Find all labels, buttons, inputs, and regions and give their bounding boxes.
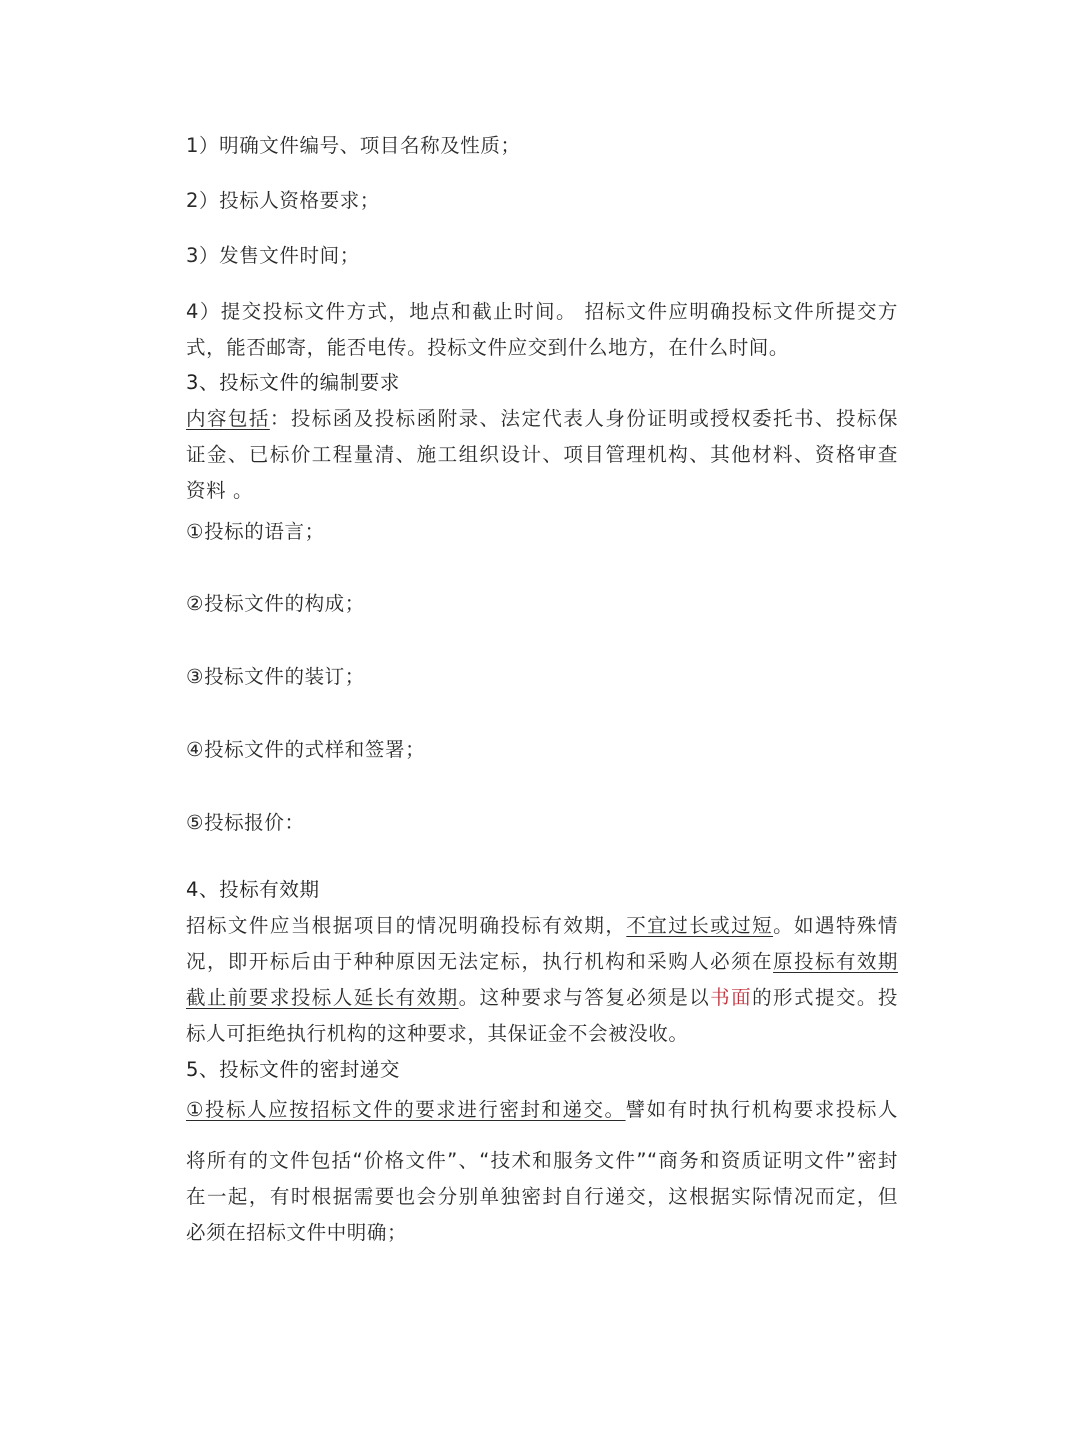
section-4-line-2-underline: 原投标有效期 [773,950,898,973]
section-4-line-1-b: 。如遇特殊情 [773,914,898,937]
section-4-line-2-a: 况，即开标后由于种种原因无法定标，执行机构和采购人必须在 [186,950,774,973]
section-4-line-1-underline: 不宜过长或过短 [626,914,774,937]
item-4-line-2: 式，能否邮寄，能否电传。投标文件应交到什么地方，在什么时间。 [186,336,790,359]
section-4-line-1 [186,913,898,939]
section-3-item-4: ④投标文件的式样和签署； [186,738,426,761]
section-3-item-1: ①投标的语言； [186,520,325,543]
content-label: 内容包括 [186,407,270,430]
section-5-line-1 [186,1097,898,1123]
section-5-line-4: 必须在招标文件中明确； [186,1221,408,1244]
section-5-line-2: 将所有的文件包括“价格文件”、“技术和服务文件”“商务和资质证明文件”密封 [186,1149,898,1172]
section-4-title: 4、投标有效期 [186,878,320,901]
section-4-line-3-b: 的形式提交。投 [752,986,898,1009]
section-3-content-line-1 [186,406,898,432]
section-4-line-3-highlight: 书面 [710,986,753,1009]
item-1: 1）明确文件编号、项目名称及性质； [186,134,521,157]
section-3-item-2: ②投标文件的构成； [186,592,365,615]
section-3-content-line-2: 证金、已标价工程量清、施工组织设计、项目管理机构、其他材料、资格审查 [186,443,898,466]
section-4-line-4: 标人可拒绝执行机构的这种要求，其保证金不会被没收。 [186,1022,689,1045]
section-3-item-5: ⑤投标报价： [186,811,305,834]
section-3-title: 3、投标文件的编制要求 [186,371,401,394]
item-2: 2）投标人资格要求； [186,189,380,212]
section-5-title: 5、投标文件的密封递交 [186,1058,401,1081]
section-5-line-1-underline: ①投标人应按招标文件的要求进行密封和递交。 [186,1098,626,1121]
section-4-line-2 [186,949,898,975]
section-3-item-3: ③投标文件的装订； [186,665,365,688]
section-4-line-1-a: 招标文件应当根据项目的情况明确投标有效期， [186,914,627,937]
item-3: 3）发售文件时间； [186,244,360,267]
section-4-line-3-a: 。这种要求与答复必须是以 [458,986,711,1009]
section-4-line-3-underline: 截止前要求投标人延长有效期 [186,986,459,1009]
section-3-content-line-3: 资料 。 [186,479,254,502]
section-4-line-3 [186,985,898,1011]
item-4-line-1: 4）提交投标文件方式，地点和截止时间。 招标文件应明确投标文件所提交方 [186,300,898,323]
section-5-line-1-b: 譬如有时执行机构要求投标人 [625,1098,898,1121]
section-5-line-3: 在一起，有时根据需要也会分别单独密封自行递交，这根据实际情况而定，但 [186,1185,898,1208]
content-line-1-rest: ：投标函及投标函附录、法定代表人身份证明或授权委托书、投标保 [269,407,898,430]
